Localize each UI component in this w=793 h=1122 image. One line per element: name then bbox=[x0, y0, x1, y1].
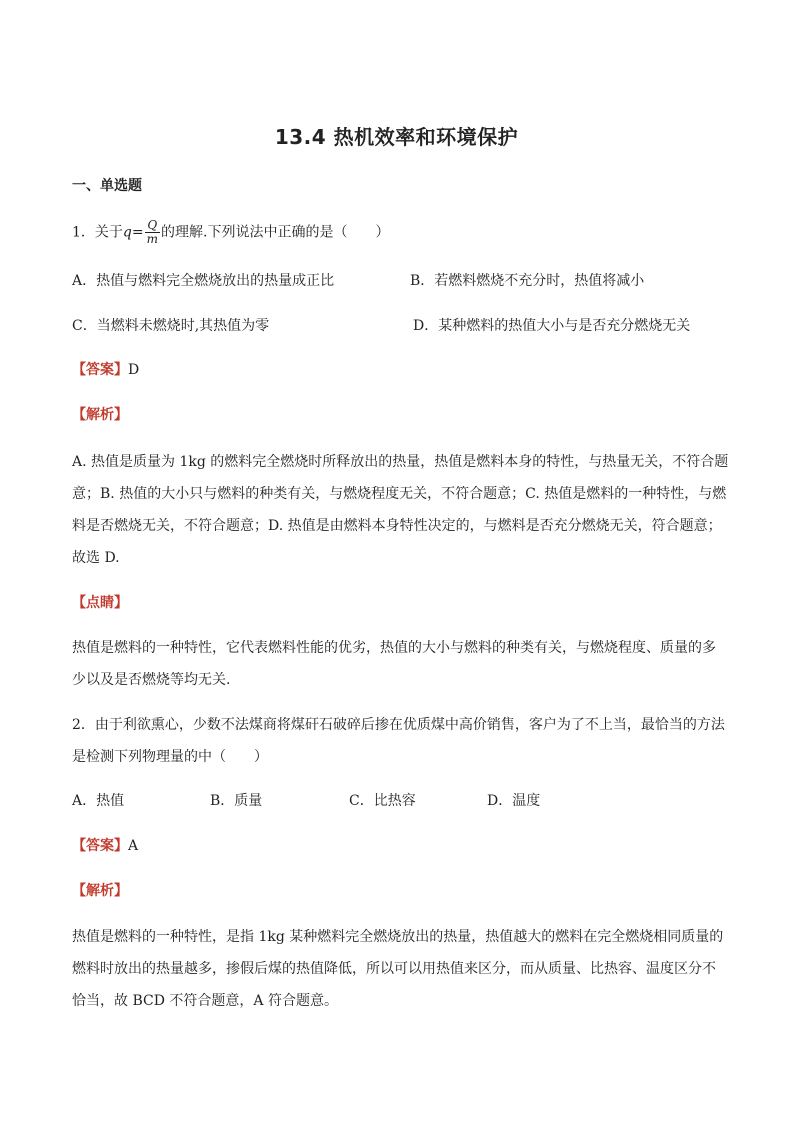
question-2-option-d: D．温度 bbox=[487, 793, 541, 809]
analysis-line: 热值是燃料的一种特性，是指 1kg 某种燃料完全燃烧放出的热量，热值越大的燃料在完全燃烧相同质量的 bbox=[72, 929, 724, 945]
formula-numerator: Q bbox=[145, 219, 160, 233]
question-2-option-c: C．比热容 bbox=[349, 793, 416, 809]
question-2-stem-line: 2．由于利欲熏心，少数不法煤商将煤矸石破碎后掺在优质煤中高价销售，客户为了不上当，最恰当的方法 bbox=[72, 717, 725, 733]
analysis-line: 恰当，故 BCD 不符合题意，A 符合题意。 bbox=[72, 993, 338, 1009]
formula-variable: q bbox=[122, 224, 132, 241]
analysis-line: A. 热值是质量为 1kg 的燃料完全燃烧时所释放出的热量，热值是燃料本身的特性，与热量无关，不符合题 bbox=[72, 454, 729, 470]
analysis-tag: 【解析】 bbox=[72, 883, 128, 899]
comment-tag: 【点睛】 bbox=[72, 595, 128, 611]
question-1-stem bbox=[72, 219, 389, 246]
answer-value: D bbox=[128, 362, 140, 378]
analysis-line: 燃料时放出的热量越多，掺假后煤的热值降低，所以可以用热值来区分，而从质量、比热容、温度区分不 bbox=[72, 961, 716, 977]
answer-tag: 【答案】 bbox=[72, 362, 128, 378]
analysis-line: 故选 D. bbox=[72, 550, 120, 566]
analysis-line: 意；B. 热值的大小只与燃料的种类有关，与燃烧程度无关，不符合题意；C. 热值是燃料的一种特性，与燃 bbox=[72, 486, 727, 502]
question-2-option-b: B．质量 bbox=[210, 793, 263, 809]
question-1-option-b: B．若燃料燃烧不充分时，热值将减小 bbox=[410, 273, 645, 289]
question-1-option-c: C．当燃料未燃烧时,其热值为零 bbox=[72, 318, 270, 334]
question-1-prefix: 1．关于 bbox=[72, 224, 123, 241]
analysis-tag: 【解析】 bbox=[72, 407, 128, 423]
analysis-line: 料是否燃烧无关，不符合题意；D. 热值是由燃料本身特性决定的，与燃料是否充分燃烧无关，符合题意； bbox=[72, 518, 722, 534]
formula-denominator: m bbox=[146, 232, 159, 246]
answer-value: A bbox=[128, 838, 139, 854]
question-1-answer bbox=[72, 360, 139, 380]
comment-line: 热值是燃料的一种特性，它代表燃料性能的优劣，热值的大小与燃料的种类有关，与燃烧程度、质量的多 bbox=[72, 640, 716, 656]
answer-tag: 【答案】 bbox=[72, 838, 128, 854]
section-heading: 一、单选题 bbox=[72, 178, 142, 194]
question-1-suffix: 的理解.下列说法中正确的是（ ） bbox=[161, 224, 390, 241]
formula-fraction bbox=[145, 219, 160, 246]
question-2-answer bbox=[72, 836, 138, 856]
formula-equals: = bbox=[131, 224, 144, 241]
question-1-option-d: D．某种燃料的热值大小与是否充分燃烧无关 bbox=[413, 318, 691, 334]
question-2-option-a: A．热值 bbox=[72, 793, 125, 809]
question-2-stem-line: 是检测下列物理量的中（ ） bbox=[72, 749, 268, 765]
page-title: 13.4 热机效率和环境保护 bbox=[274, 125, 519, 149]
question-1-option-a: A．热值与燃料完全燃烧放出的热量成正比 bbox=[72, 273, 335, 289]
comment-line: 少以及是否燃烧等均无关. bbox=[72, 672, 231, 688]
